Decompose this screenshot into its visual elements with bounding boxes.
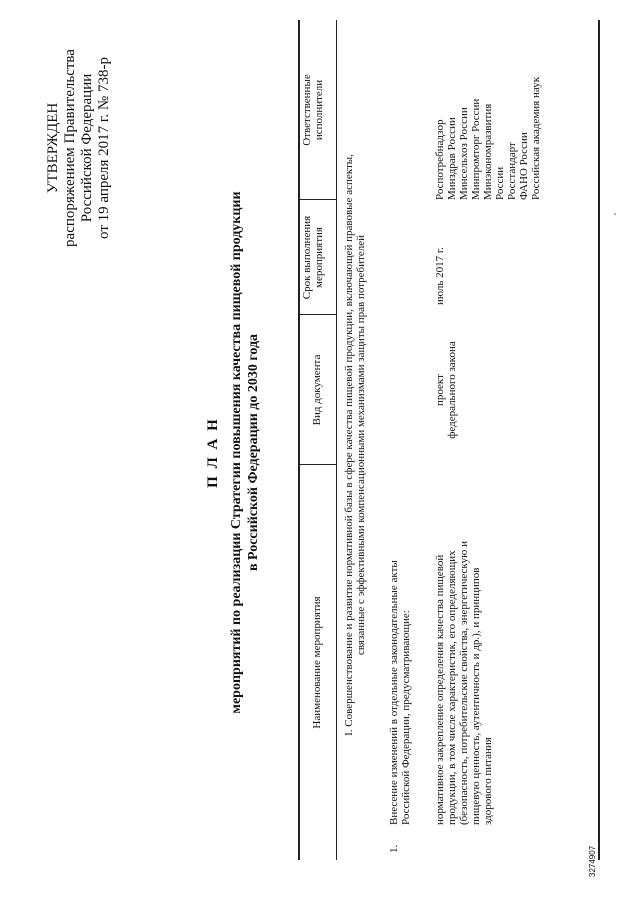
approval-stamp: [45, 28, 113, 268]
executor: Российская академия наук: [530, 76, 542, 200]
header-term-line-2: мероприятия: [313, 227, 325, 288]
section-heading-line-2: связанные с эффективными компенсационными механизмами защиты прав потребителей: [355, 235, 367, 655]
measure-line-5: здорового питания: [482, 737, 494, 825]
approval-approved: УТВЕРЖДЕН: [45, 102, 61, 194]
cell-term: июль 2017 г.: [434, 247, 446, 305]
cell-executors: [434, 10, 542, 200]
subtitle-line-1: мероприятий по реализации Стратегии повышения качества пищевой продукции: [229, 191, 244, 714]
doc-type-line-1: проект: [434, 374, 446, 406]
measure-line-3: (безопасность, потребительские свойства, энергетическую и: [458, 541, 470, 825]
executor: Росстандарт: [506, 142, 518, 200]
section-heading-line-1: I. Совершенствование и развитие нормативной базы в сфере качества пищевой продукции, включающей правовые аспекты,: [343, 154, 355, 736]
row-number: 1.: [388, 844, 400, 853]
measure-line-2: продукции, в том числе характеристик, его определяющих: [446, 550, 458, 825]
cell-doc-type: [434, 315, 458, 465]
header-name: Наименование мероприятия: [311, 596, 323, 729]
executor: Роспотребнадзор: [434, 119, 446, 200]
row-intro: [388, 485, 412, 825]
table-header-rule: [336, 20, 337, 860]
page-title: П Л А Н: [205, 417, 221, 488]
executor: России: [494, 166, 506, 200]
row-intro-line-1: Внесение изменений в отдельные законодательные акты: [388, 560, 400, 825]
cell-measure-name: [434, 485, 494, 825]
row-intro-line-2: Российской Федерации, предусматривающие:: [400, 610, 412, 825]
executor: Минпромторг России: [470, 98, 482, 200]
doc-type-line-2: федерального закона: [446, 341, 458, 439]
document-number: 3274907: [588, 845, 597, 877]
header-term: [301, 200, 325, 315]
header-executors: [301, 20, 325, 200]
page-subtitle: [228, 0, 262, 905]
subtitle-line-2: в Российской Федерации до 2030 года: [246, 333, 261, 572]
executor: Минсельхоз России: [458, 107, 470, 200]
header-executors-line-2: исполнители: [313, 79, 325, 141]
header-doc-type: Вид документа: [311, 354, 323, 426]
header-executors-line-1: Ответственные: [301, 74, 313, 146]
section-heading: [343, 45, 367, 845]
executor: Минздрав России: [446, 117, 458, 200]
header-term-line-1: Срок выполнения: [301, 215, 313, 300]
measure-line-4: пищевую ценность, аутентичность и др.), и принципов: [470, 567, 482, 825]
approval-by-order: распоряжением Правительства: [62, 49, 78, 247]
measure-line-1: нормативное закрепление определения качества пищевой: [434, 554, 446, 825]
executor: Минэкономразвития: [482, 103, 494, 200]
table-top-rule: [298, 20, 300, 860]
executor: ФАНО России: [518, 132, 530, 200]
approval-date: от 19 апреля 2017 г. № 738-р: [96, 57, 112, 239]
table-bottom-rule: [598, 20, 600, 860]
scan-speck: [614, 213, 616, 215]
approval-government: Российской Федерации: [79, 73, 95, 223]
